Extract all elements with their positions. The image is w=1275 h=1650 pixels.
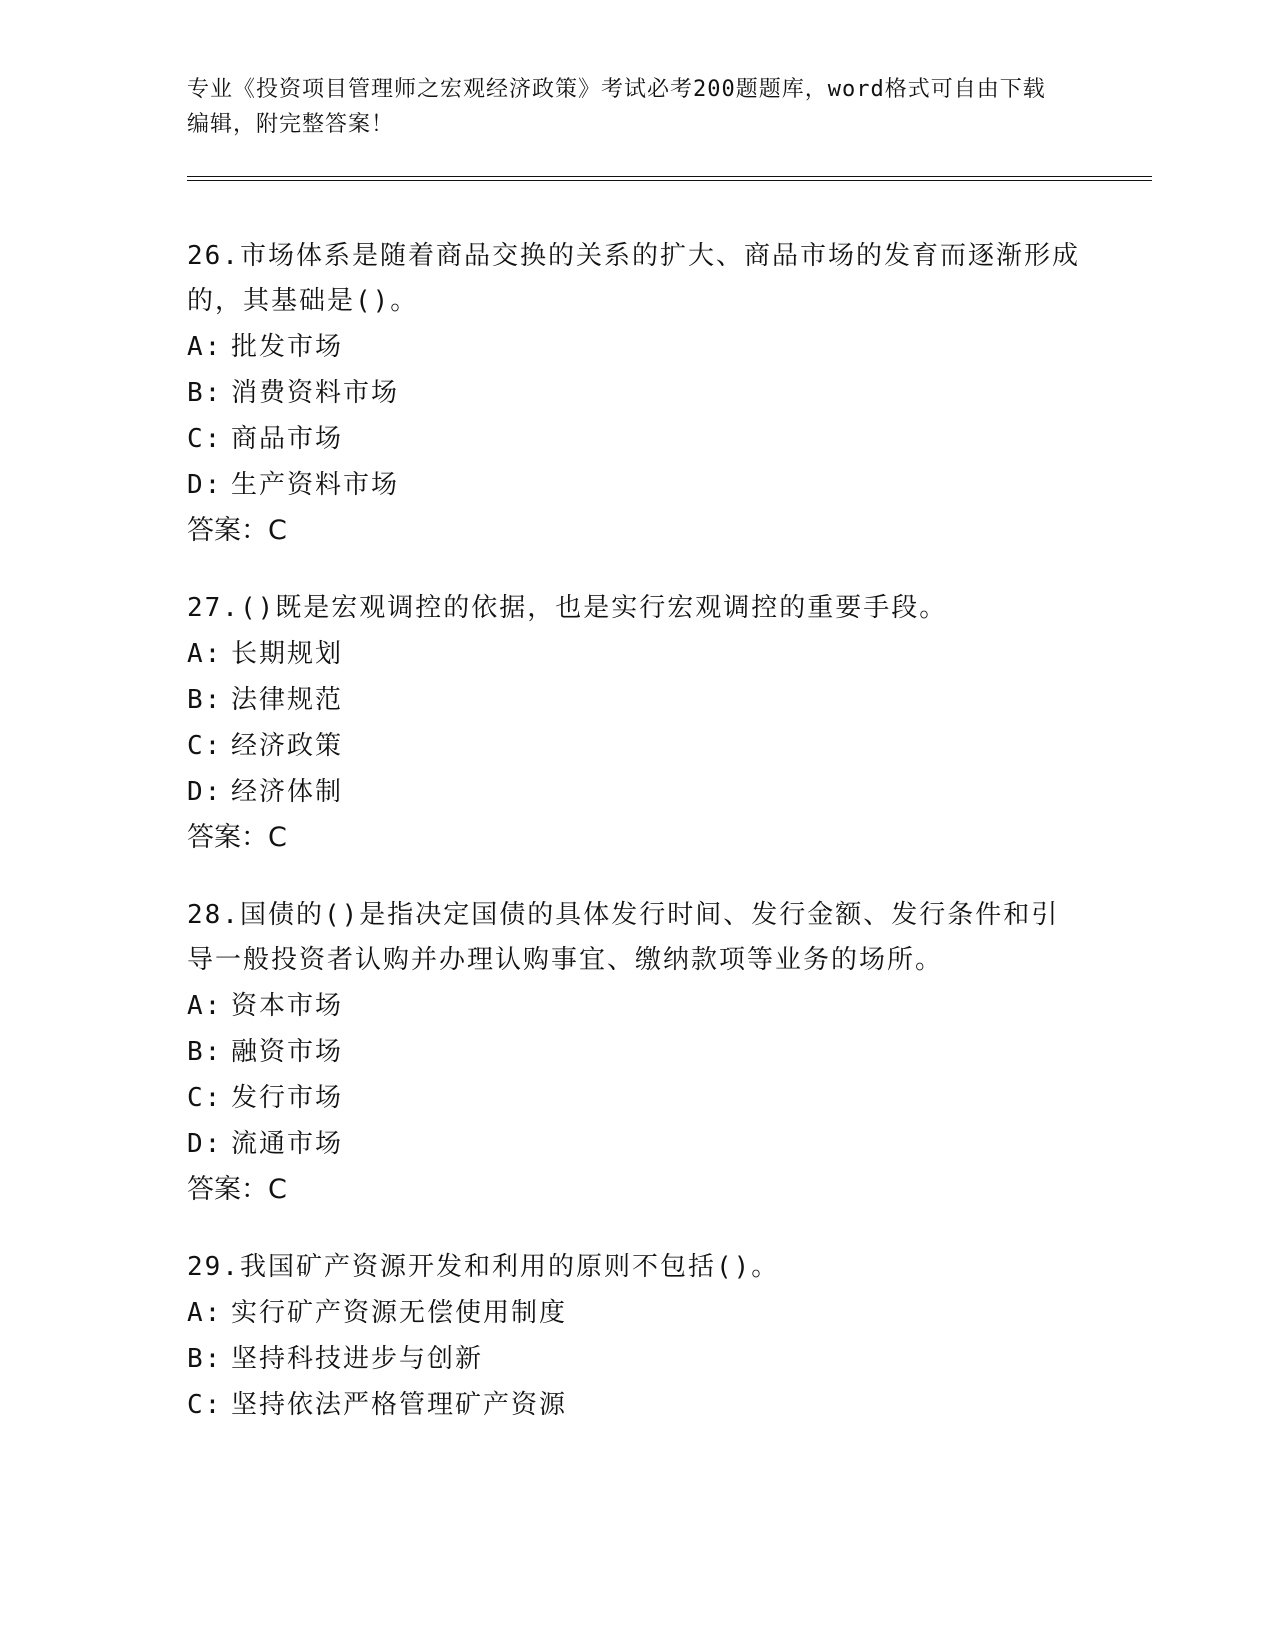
option-text: 发行市场 [231, 1083, 344, 1113]
question-list [187, 234, 1087, 1460]
option-text: 生产资料市场 [231, 470, 400, 500]
option-label: D: [187, 1129, 223, 1159]
option-label: A: [187, 639, 223, 669]
document-header: 专业《投资项目管理师之宏观经济政策》考试必考200题题库，word格式可自由下载编辑，附完整答案！ [187, 77, 1046, 137]
option-b [187, 1336, 1087, 1382]
option-text: 消费资料市场 [231, 378, 400, 408]
option-text: 法律规范 [231, 685, 344, 715]
option-text: 经济体制 [231, 777, 344, 807]
option-b [187, 1029, 1087, 1075]
option-text: 融资市场 [231, 1037, 344, 1067]
option-a [187, 324, 1087, 370]
option-text: 批发市场 [231, 332, 344, 362]
option-d [187, 462, 1087, 508]
option-text: 流通市场 [231, 1129, 344, 1159]
option-text: 长期规划 [231, 639, 344, 669]
question-stem: 27.()既是宏观调控的依据，也是实行宏观调控的重要手段。 [187, 593, 948, 623]
question-26 [187, 234, 1087, 554]
option-text: 资本市场 [231, 991, 344, 1021]
option-c [187, 1075, 1087, 1121]
option-label: D: [187, 777, 223, 807]
option-label: B: [187, 1037, 223, 1067]
option-label: C: [187, 1083, 223, 1113]
option-text: 坚持依法严格管理矿产资源 [231, 1390, 568, 1420]
option-c [187, 723, 1087, 769]
option-text: 坚持科技进步与创新 [231, 1344, 484, 1374]
answer-line: 答案：C [187, 822, 287, 853]
option-a [187, 1290, 1087, 1336]
question-27 [187, 586, 1087, 861]
option-label: D: [187, 470, 223, 500]
option-label: A: [187, 1298, 223, 1328]
option-label: C: [187, 424, 223, 454]
option-c [187, 416, 1087, 462]
option-c [187, 1382, 1087, 1428]
option-text: 经济政策 [231, 731, 344, 761]
question-stem: 26.市场体系是随着商品交换的关系的扩大、商品市场的发育而逐渐形成的，其基础是()。 [187, 241, 1080, 316]
answer-line: 答案：C [187, 1174, 287, 1205]
option-a [187, 983, 1087, 1029]
question-28 [187, 893, 1087, 1213]
option-label: B: [187, 378, 223, 408]
option-label: C: [187, 1390, 223, 1420]
question-29 [187, 1245, 1087, 1428]
option-text: 商品市场 [231, 424, 344, 454]
option-b [187, 677, 1087, 723]
option-text: 实行矿产资源无偿使用制度 [231, 1298, 568, 1328]
option-label: C: [187, 731, 223, 761]
header-divider [187, 176, 1152, 181]
option-label: A: [187, 991, 223, 1021]
option-b [187, 370, 1087, 416]
option-d [187, 769, 1087, 815]
option-label: B: [187, 685, 223, 715]
question-stem: 29.我国矿产资源开发和利用的原则不包括()。 [187, 1252, 780, 1282]
option-a [187, 631, 1087, 677]
option-d [187, 1121, 1087, 1167]
option-label: A: [187, 332, 223, 362]
answer-line: 答案：C [187, 515, 287, 546]
option-label: B: [187, 1344, 223, 1374]
question-stem: 28.国债的()是指决定国债的具体发行时间、发行金额、发行条件和引导一般投资者认购并办理认购事宜、缴纳款项等业务的场所。 [187, 900, 1060, 975]
